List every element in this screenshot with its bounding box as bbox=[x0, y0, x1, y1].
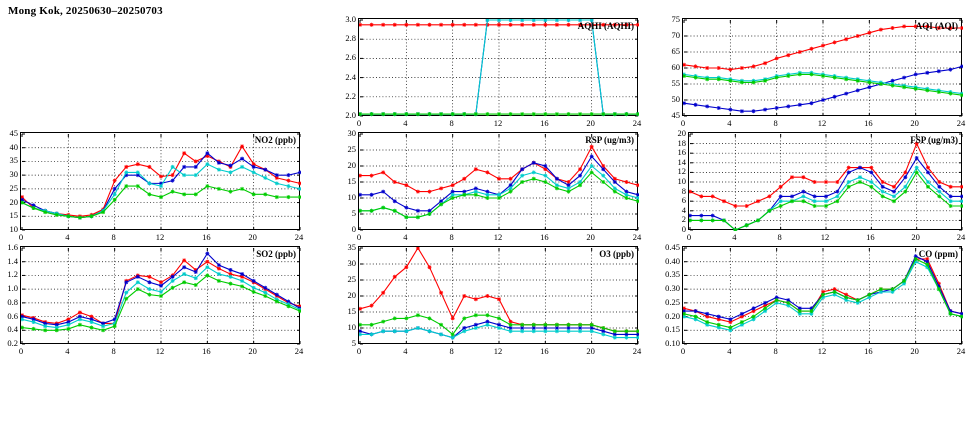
plot-title-fsp: FSP (ug/m3) bbox=[910, 135, 958, 145]
x-tick-label: 8 bbox=[111, 346, 116, 356]
x-tick-label: 4 bbox=[403, 346, 408, 356]
y-tick-label: 0.35 bbox=[665, 269, 680, 280]
series-line-fsp-1 bbox=[690, 158, 962, 230]
y-tick-label: 2.0 bbox=[345, 110, 356, 120]
y-tick-label: 0.40 bbox=[665, 255, 680, 266]
x-tick-label: 4 bbox=[403, 118, 408, 128]
plot-area-so2 bbox=[20, 246, 300, 344]
chart-panel-so2 bbox=[7, 242, 304, 356]
x-tick-label: 12 bbox=[817, 118, 827, 128]
y-tick-label: 0.4 bbox=[7, 324, 18, 335]
y-tick-label: 1.0 bbox=[7, 283, 18, 294]
y-tick-label: 70 bbox=[671, 30, 680, 40]
plot-title-so2: SO2 (ppb) bbox=[256, 249, 296, 259]
x-tick-label: 4 bbox=[727, 346, 732, 356]
x-tick-label: 4 bbox=[732, 232, 737, 242]
x-tick-label: 12 bbox=[817, 346, 827, 356]
x-tick-label: 8 bbox=[449, 118, 454, 128]
y-tick-label: 0.20 bbox=[665, 310, 680, 321]
y-tick-label: 55 bbox=[671, 78, 680, 88]
y-tick-label: 65 bbox=[671, 46, 680, 56]
y-tick-label: 25 bbox=[347, 144, 356, 154]
plot-area-rsp bbox=[358, 132, 638, 230]
x-tick-label: 8 bbox=[773, 118, 778, 128]
y-tick-label: 4 bbox=[681, 204, 686, 215]
x-tick-label: 20 bbox=[586, 346, 595, 356]
x-tick-label: 0 bbox=[680, 118, 686, 128]
x-tick-label: 24 bbox=[956, 232, 966, 242]
x-tick-label: 24 bbox=[956, 346, 966, 356]
x-tick-label: 12 bbox=[155, 346, 165, 356]
x-tick-label: 16 bbox=[202, 346, 211, 356]
x-tick-label: 20 bbox=[586, 232, 595, 242]
y-tick-label: 0.2 bbox=[7, 338, 18, 348]
x-tick-label: 0 bbox=[356, 346, 362, 356]
y-tick-label: 2.8 bbox=[345, 33, 356, 44]
x-tick-label: 8 bbox=[777, 232, 782, 242]
y-tick-label: 12 bbox=[677, 166, 686, 177]
x-axis-labels-aqi bbox=[680, 118, 966, 130]
x-axis-labels-aqhi bbox=[356, 118, 642, 130]
plot-area-aqhi bbox=[358, 18, 638, 116]
x-tick-label: 12 bbox=[493, 118, 503, 128]
x-tick-label: 24 bbox=[632, 346, 642, 356]
x-tick-label: 24 bbox=[956, 118, 966, 128]
x-axis-labels-so2 bbox=[18, 346, 304, 358]
x-tick-label: 16 bbox=[864, 346, 873, 356]
y-tick-label: 2.6 bbox=[345, 52, 356, 63]
plot-title-o3: O3 (ppb) bbox=[599, 249, 634, 259]
x-tick-label: 20 bbox=[911, 232, 920, 242]
y-tick-label: 10 bbox=[677, 176, 686, 186]
y-tick-label: 3.0 bbox=[345, 14, 356, 24]
chart-panel-aqhi bbox=[345, 14, 642, 128]
x-tick-label: 12 bbox=[493, 346, 503, 356]
x-tick-label: 20 bbox=[910, 118, 919, 128]
plot-area-aqi bbox=[682, 18, 962, 116]
plot-title-aqi: AQI (AQI) bbox=[915, 21, 958, 31]
series-line-no2-2 bbox=[22, 164, 300, 217]
plot-canvas-co bbox=[683, 247, 963, 345]
y-tick-label: 25 bbox=[9, 182, 18, 193]
x-tick-label: 16 bbox=[864, 118, 873, 128]
y-tick-label: 0.10 bbox=[665, 338, 680, 348]
plot-canvas-o3 bbox=[359, 247, 639, 345]
y-tick-label: 15 bbox=[347, 176, 356, 186]
x-tick-label: 16 bbox=[540, 346, 549, 356]
x-tick-label: 24 bbox=[632, 232, 642, 242]
plot-canvas-aqi bbox=[683, 19, 963, 117]
x-tick-label: 24 bbox=[294, 346, 304, 356]
chart-panel-aqi bbox=[671, 14, 966, 128]
y-tick-label: 30 bbox=[347, 128, 356, 138]
x-tick-label: 20 bbox=[248, 346, 257, 356]
x-tick-label: 16 bbox=[202, 232, 211, 242]
y-tick-label: 0.25 bbox=[665, 296, 680, 307]
x-tick-label: 0 bbox=[680, 346, 686, 356]
x-tick-label: 8 bbox=[449, 232, 454, 242]
x-axis-labels-rsp bbox=[356, 232, 642, 244]
y-tick-label: 45 bbox=[671, 110, 680, 120]
y-tick-label: 8 bbox=[681, 185, 686, 196]
chart-panel-co bbox=[665, 242, 966, 356]
y-tick-label: 5 bbox=[351, 338, 356, 348]
x-tick-label: 20 bbox=[586, 118, 595, 128]
plot-title-rsp: RSP (ug/m3) bbox=[585, 135, 634, 145]
x-tick-label: 0 bbox=[356, 232, 362, 242]
x-tick-label: 0 bbox=[18, 346, 24, 356]
y-tick-label: 15 bbox=[347, 306, 356, 316]
y-tick-label: 60 bbox=[671, 62, 680, 72]
y-tick-label: 1.6 bbox=[7, 242, 18, 252]
plot-canvas-fsp bbox=[689, 133, 963, 231]
plot-title-aqhi: AQHI (AQHI) bbox=[577, 21, 634, 31]
x-tick-label: 8 bbox=[449, 346, 454, 356]
y-tick-label: 10 bbox=[9, 224, 18, 234]
y-tick-label: 20 bbox=[347, 290, 356, 300]
y-tick-label: 25 bbox=[347, 274, 356, 284]
x-tick-label: 0 bbox=[18, 232, 24, 242]
y-tick-label: 2.4 bbox=[345, 71, 356, 82]
y-tick-label: 1.2 bbox=[7, 269, 18, 280]
x-axis-labels-co bbox=[680, 346, 966, 358]
y-tick-label: 0.6 bbox=[7, 310, 18, 321]
y-tick-label: 0.15 bbox=[665, 324, 680, 335]
y-tick-label: 0 bbox=[351, 224, 356, 234]
y-tick-label: 20 bbox=[347, 160, 356, 170]
y-tick-label: 30 bbox=[347, 258, 356, 268]
y-tick-label: 1.4 bbox=[7, 255, 18, 266]
page-title: Mong Kok, 20250630–20250703 bbox=[8, 5, 163, 17]
y-tick-label: 2 bbox=[681, 214, 686, 225]
x-axis-labels-o3 bbox=[356, 346, 642, 358]
y-tick-label: 10 bbox=[347, 192, 356, 202]
series-line-aqhi-1 bbox=[360, 20, 638, 114]
y-tick-label: 6 bbox=[681, 195, 686, 206]
series-line-aqhi-2 bbox=[360, 20, 638, 114]
y-tick-label: 50 bbox=[671, 94, 680, 104]
chart-panel-rsp bbox=[347, 128, 642, 242]
y-tick-label: 20 bbox=[677, 128, 686, 138]
y-tick-label: 30 bbox=[9, 169, 18, 180]
x-tick-label: 0 bbox=[686, 232, 692, 242]
y-tick-label: 2.2 bbox=[345, 90, 356, 101]
y-tick-label: 0.8 bbox=[7, 296, 18, 307]
y-tick-label: 0.45 bbox=[665, 242, 680, 252]
y-tick-label: 40 bbox=[9, 141, 18, 152]
y-tick-label: 15 bbox=[9, 210, 18, 221]
x-axis-labels-no2 bbox=[18, 232, 304, 244]
plot-area-no2 bbox=[20, 132, 300, 230]
x-tick-label: 24 bbox=[294, 232, 304, 242]
x-tick-label: 8 bbox=[773, 346, 778, 356]
x-tick-label: 4 bbox=[403, 232, 408, 242]
x-tick-label: 4 bbox=[65, 346, 70, 356]
plot-area-co bbox=[682, 246, 962, 344]
y-tick-label: 10 bbox=[347, 322, 356, 332]
chart-panel-o3 bbox=[347, 242, 642, 356]
plot-canvas-aqhi bbox=[359, 19, 639, 117]
plot-title-no2: NO2 (ppb) bbox=[254, 135, 296, 145]
y-tick-label: 35 bbox=[9, 155, 18, 166]
y-tick-label: 20 bbox=[9, 196, 18, 207]
x-tick-label: 24 bbox=[632, 118, 642, 128]
x-tick-label: 12 bbox=[493, 232, 503, 242]
x-tick-label: 16 bbox=[866, 232, 875, 242]
y-tick-label: 35 bbox=[347, 242, 356, 252]
x-tick-label: 16 bbox=[540, 232, 549, 242]
plot-area-o3 bbox=[358, 246, 638, 344]
x-tick-label: 16 bbox=[540, 118, 549, 128]
x-axis-labels-fsp bbox=[686, 232, 966, 244]
y-tick-label: 0 bbox=[681, 224, 686, 234]
x-tick-label: 0 bbox=[356, 118, 362, 128]
y-tick-label: 18 bbox=[677, 137, 686, 148]
plot-canvas-so2 bbox=[21, 247, 301, 345]
plot-title-co: CO (ppm) bbox=[918, 249, 958, 259]
plot-canvas-no2 bbox=[21, 133, 301, 231]
chart-panel-fsp bbox=[677, 128, 966, 242]
plot-canvas-rsp bbox=[359, 133, 639, 231]
x-tick-label: 4 bbox=[65, 232, 70, 242]
y-tick-label: 45 bbox=[9, 128, 18, 138]
series-line-co-1 bbox=[684, 256, 962, 319]
plot-area-fsp bbox=[688, 132, 962, 230]
x-tick-label: 4 bbox=[727, 118, 732, 128]
y-tick-label: 14 bbox=[677, 156, 686, 167]
y-tick-label: 16 bbox=[677, 147, 686, 158]
x-tick-label: 20 bbox=[910, 346, 919, 356]
x-tick-label: 20 bbox=[248, 232, 257, 242]
chart-panel-no2 bbox=[9, 128, 304, 242]
x-tick-label: 12 bbox=[820, 232, 830, 242]
x-tick-label: 12 bbox=[155, 232, 165, 242]
y-tick-label: 75 bbox=[671, 14, 680, 24]
y-tick-label: 5 bbox=[351, 208, 356, 218]
x-tick-label: 8 bbox=[111, 232, 116, 242]
y-tick-label: 0.30 bbox=[665, 283, 680, 294]
